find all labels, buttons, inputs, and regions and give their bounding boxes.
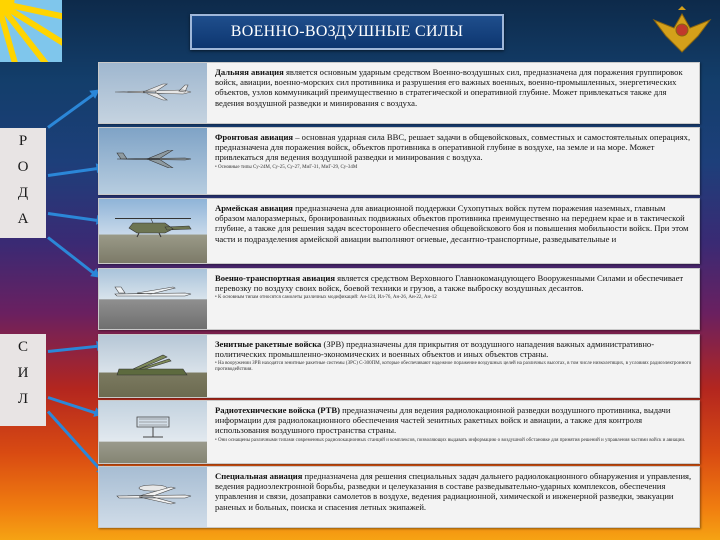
branch-description: предназначена для авиационной поддержки Сухопутных войск путем поражения наземных, главным образом малоразмерных, бронированных подвижных объектов противника преимущественно на переднем крае и в тактической глубине, а также для решения задач всестороннего обеспечения общевойскового боя и повышения мобильности войск. При этом части и подразделения армейской авиации выполняют огневые, десантно-транспортные, разведывательные и	[215, 203, 689, 244]
side-letter: И	[17, 365, 29, 381]
row-text	[215, 339, 693, 373]
branch-description: является основным ударным средством Военно-воздушных сил, предназначена для поражения группировок войск, авиации, военно-морских сил противника и разрушения его важных военных, военно-промышленных, энергетических объектов, узлов коммуникаций преимущественно в стратегической и оперативной глубине. Может привлекаться также для ведения воздушной разведки и минирования с воздуха.	[215, 67, 683, 108]
branch-description: предназначены для ведения радиолокационной разведки воздушного противника, выдачи информации для радиолокационного обеспечения частей зенитных ракетных войск и авиации, а также для контроля использования воздушного пространства страны.	[215, 405, 671, 436]
aircraft-icon	[113, 285, 193, 303]
branch-name: Специальная авиация	[215, 471, 303, 481]
row-special-aviation	[98, 466, 700, 528]
awacs-aircraft-photo	[99, 467, 207, 527]
side-letter: А	[17, 211, 29, 227]
arrow-to-row-3	[48, 212, 100, 222]
branch-name: Армейская авиация	[215, 203, 293, 213]
arrow-to-row-1	[47, 92, 96, 129]
attack-helicopter-photo	[99, 199, 207, 263]
radar-icon	[113, 413, 193, 441]
helicopter-icon	[113, 215, 193, 239]
arrow-to-row-4	[47, 236, 96, 275]
row-long-range-aviation	[98, 62, 700, 124]
aircraft-icon	[113, 83, 193, 101]
page-title: ВОЕННО-ВОЗДУШНЫЕ СИЛЫ	[190, 14, 504, 50]
row-text	[215, 405, 693, 444]
row-frontline-aviation	[98, 127, 700, 195]
row-anti-aircraft-missile-troops	[98, 334, 700, 398]
aircraft-icon	[113, 150, 193, 168]
missile-launcher-icon	[113, 353, 193, 377]
branch-name: Военно-транспортная авиация	[215, 273, 335, 283]
branch-description: является средством Верховного Главнокомандующего Вооруженными Силами и обеспечивает перевозку по воздуху своих войск, боевой техники и грузов, а также выброску воздушных десантов.	[215, 273, 684, 294]
transport-aircraft-photo	[99, 269, 207, 329]
branch-note: • Основные типы Су-24М, Су-25, Су-27, МиГ-31, МиГ-29, Су-34М	[215, 164, 358, 170]
long-range-bomber-photo	[99, 63, 207, 123]
branch-description: предназначена для решения специальных задач дальнего радиолокационного обнаружения и управления, ведения радиоэлектронной борьбы, разведки и целеуказания в составе разведывательно-ударных комплексов, обеспечения управления и связи, дозаправки самолетов в воздухе, ведения радиационной, химической и инженерной разведки, эвакуации раненых и больных, поиска и спасения летных экипажей.	[215, 471, 692, 512]
row-military-transport-aviation	[98, 268, 700, 330]
arrow-to-row-6	[48, 396, 98, 415]
sam-launcher-photo	[99, 335, 207, 397]
side-letter: Р	[18, 133, 28, 149]
branch-note: • К основным типам относятся самолеты различных модификаций: Ан-124, Ил-76, Ан-26, Ан-22, Ан-12	[215, 295, 437, 301]
air-force-emblem-icon	[652, 6, 712, 58]
branch-description: – основная ударная сила ВВС, решает задачи в общевойсковых, совместных и самостоятельных операциях, предназначена для поражения войск, объектов противника в оперативной глубине в воздухе, на земле и на море. Может привлекаться для ведения воздушной разведки и минирования с воздуха.	[215, 132, 691, 163]
side-letter: Д	[17, 185, 29, 201]
branch-note: • Они оснащены различными типами современных радиолокационных станций и комплексов, позволяющих выдавать информацию о воздушной обстановке для принятия решений и управления частями войск и авиации.	[215, 437, 686, 443]
radar-station-photo	[99, 401, 207, 463]
branch-note: • На вооружении ЗРВ находятся зенитные ракетные системы (ЗРС) С-300ПМ, которые обеспечивают надежное поражение воздушных целей на различных высотах, в том числе низколетящих, в условиях радиоэлектронного противодействия.	[215, 361, 692, 373]
row-text	[215, 203, 693, 244]
frontline-fighter-photo	[99, 128, 207, 194]
side-letter: Л	[17, 391, 29, 407]
arrow-to-row-5	[48, 345, 100, 353]
row-text	[215, 67, 693, 108]
row-text	[215, 132, 693, 171]
arrow-to-row-2	[48, 167, 100, 177]
branch-name: Фронтовая авиация	[215, 132, 294, 142]
side-letter: О	[17, 159, 29, 175]
side-letter: С	[17, 339, 28, 355]
branch-name: Радиотехнические войска (РТВ)	[215, 405, 340, 415]
row-text	[215, 471, 693, 512]
branch-name: Дальняя авиация	[215, 67, 284, 77]
side-label-forces	[0, 334, 46, 426]
air-force-flag	[0, 0, 62, 62]
aircraft-icon	[113, 483, 193, 505]
row-text	[215, 273, 693, 301]
row-army-aviation	[98, 198, 700, 264]
branch-name: Зенитные ракетные войска	[215, 339, 322, 349]
branch-description: (ЗРВ) предназначены для прикрытия от воздушного нападения важных административно-политических промышленно-экономических и военных объектов и иных объектов страны.	[215, 339, 655, 360]
arrow-to-row-7	[47, 410, 103, 471]
row-radio-technical-troops	[98, 400, 700, 464]
side-label-branches	[0, 128, 46, 238]
